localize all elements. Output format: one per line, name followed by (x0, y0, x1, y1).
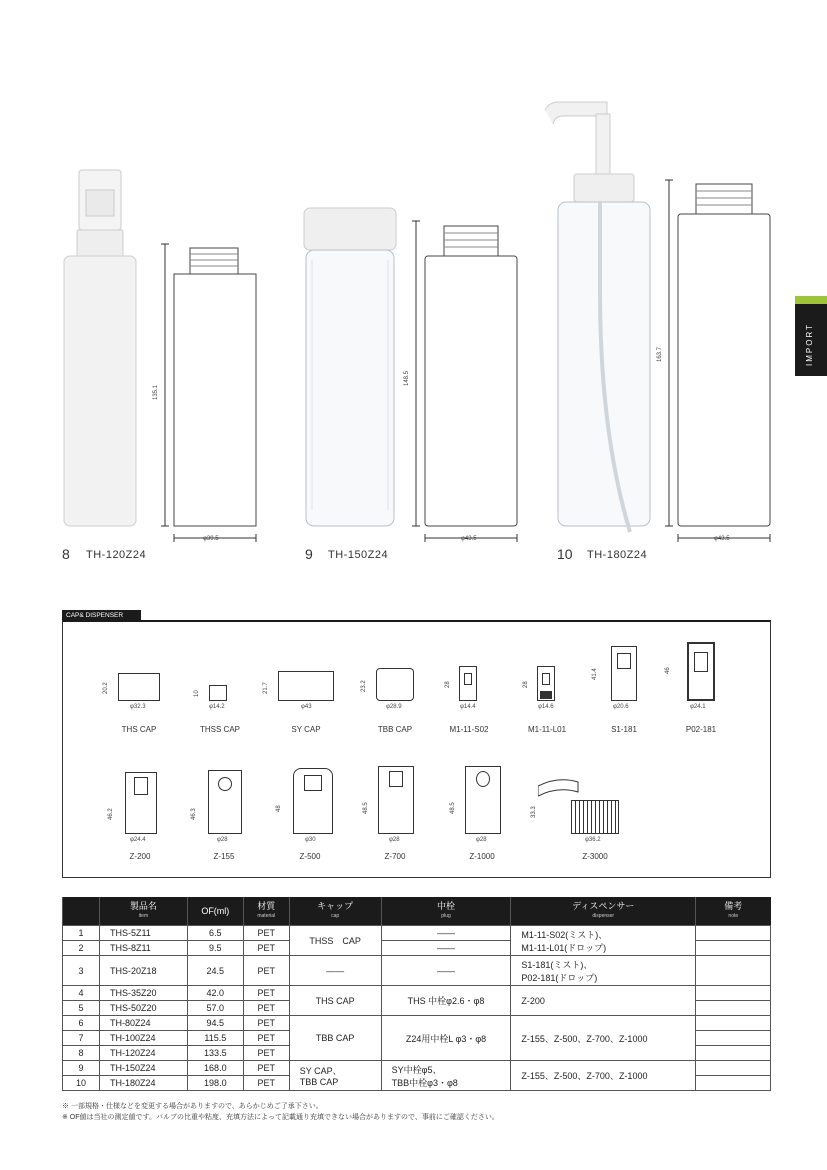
cap-label: P02-181 (685, 725, 717, 734)
spec-table (62, 897, 771, 1091)
z-200-icon (125, 772, 157, 834)
product-number: 8 (62, 546, 70, 562)
product-name: TH-120Z24 (86, 549, 147, 561)
cap-label: M1-11-S02 (449, 725, 489, 734)
product-number: 9 (305, 546, 313, 562)
cap-label: SY CAP (291, 725, 321, 734)
dim-d: φ30 (305, 837, 316, 843)
diameter-label-9: φ43.5 (461, 536, 477, 542)
sy-cap-icon (278, 671, 334, 701)
table-row: 9 TH-150Z24 168.0 PET SY CAP、 TBB CAP SY中栓φ5、 TBB中栓φ3・φ8 Z-155、Z-500、Z-700、Z-1000 (63, 1061, 771, 1076)
col-header-material: 材質 material (243, 897, 289, 926)
m1-11-l01-icon (537, 666, 555, 701)
product-name: TH-150Z24 (328, 549, 389, 561)
table-row: 5 THS-50Z20 57.0 PET (63, 1001, 771, 1016)
dim-h: 10 (194, 690, 200, 697)
table-row: 3 THS-20Z18 24.5 PET —— —— S1-181(ミスト)、 P02-181(ドロップ) (63, 956, 771, 986)
z-700-icon (378, 766, 414, 834)
height-label-10: 163.7 (657, 346, 663, 362)
product-name: TH-180Z24 (587, 549, 648, 561)
table-row: 10 TH-180Z24 198.0 PET (63, 1076, 771, 1091)
cap-label: Z-200 (129, 852, 151, 861)
cap-label: Z-155 (213, 852, 235, 861)
p02-181-icon (687, 642, 715, 701)
footnotes (62, 1101, 499, 1123)
dim-h: 46.2 (108, 808, 114, 820)
diameter-label-10: φ43.5 (714, 536, 730, 542)
dim-d: φ36.2 (585, 837, 601, 843)
spray-bottle-icon (64, 170, 136, 526)
dim-h: 48.5 (363, 802, 369, 814)
pump-bottle-icon (545, 102, 650, 532)
dim-h: 20.2 (103, 682, 109, 694)
col-header-cap: キャップ cap (289, 897, 381, 926)
dim-h: 21.7 (263, 682, 269, 694)
bottle-drawings (0, 90, 827, 560)
dim-h: 48.5 (450, 802, 456, 814)
dim-h: 23.2 (361, 680, 367, 692)
bottle-9-outline (425, 226, 517, 526)
table-header-row (63, 897, 771, 926)
m1-11-s02-icon (459, 666, 477, 701)
dim-d: φ43 (301, 704, 312, 710)
dim-d: φ14.2 (209, 704, 225, 710)
dim-d: φ14.6 (538, 704, 554, 710)
z-500-icon (293, 768, 333, 834)
dim-d: φ32.3 (130, 704, 146, 710)
height-label-9: 148.5 (404, 370, 410, 386)
diameter-label-8: φ39.5 (203, 536, 219, 542)
dim-d: φ24.1 (690, 704, 706, 710)
z-3000-nozzle-icon (538, 774, 598, 804)
cap-label: TBB CAP (377, 725, 413, 734)
cap-label: Z-700 (384, 852, 406, 861)
import-side-tab (795, 296, 827, 376)
cap-label: S1-181 (611, 725, 637, 734)
cap-label: THS CAP (121, 725, 157, 734)
dim-h: 28 (523, 681, 529, 688)
dim-h: 46 (665, 667, 671, 674)
product-number: 10 (557, 546, 573, 562)
bottle-8-outline (174, 248, 256, 526)
table-row: 8 TH-120Z24 133.5 PET (63, 1046, 771, 1061)
bottle-10-outline (678, 184, 770, 526)
height-label-8: 135.1 (153, 384, 159, 400)
footnote: ※ 一部規格・仕様などを変更する場合がありますので、あらかじめご了承下さい。 (62, 1103, 323, 1110)
dim-d: φ28 (476, 837, 487, 843)
dim-d: φ20.6 (613, 704, 629, 710)
dim-h: 33.3 (531, 806, 537, 818)
dim-d: φ28 (389, 837, 400, 843)
tab-accent-strip (795, 296, 827, 304)
cap-dispenser-panel (62, 620, 771, 878)
col-header-item: 製品名 item (99, 897, 187, 926)
dim-h: 46.3 (191, 808, 197, 820)
col-header-note: 備考 note (696, 897, 771, 926)
z-155-icon (208, 770, 242, 834)
table-row: 2 THS-8Z11 9.5 PET —— (63, 941, 771, 956)
col-header-of: OF(ml) (187, 897, 243, 926)
cap-label: M1-11-L01 (527, 725, 567, 734)
ths-cap-icon (118, 673, 160, 701)
cap-label: Z-1000 (469, 852, 495, 861)
cap-label: Z-3000 (582, 852, 608, 861)
thss-cap-icon (209, 685, 227, 701)
dim-h: 28 (445, 681, 451, 688)
table-row: 6 TH-80Z24 94.5 PET TBB CAP Z24用中栓L φ3・φ8 Z-155、Z-500、Z-700、Z-1000 (63, 1016, 771, 1031)
cap-label: THSS CAP (199, 725, 240, 734)
table-row: 7 TH-100Z24 115.5 PET (63, 1031, 771, 1046)
dim-h: 48 (276, 805, 282, 812)
table-row: 4 THS-35Z20 42.0 PET THS CAP THS 中栓φ2.6・φ8 Z-200 (63, 986, 771, 1001)
table-row: 1 THS-5Z11 6.5 PET THSS CAP —— M1-11-S02(ミスト)、 M1-11-L01(ドロップ) (63, 926, 771, 941)
tbb-cap-icon (376, 668, 414, 701)
cap-label: Z-500 (299, 852, 321, 861)
dim-d: φ14.4 (460, 704, 476, 710)
dim-d: φ28 (217, 837, 228, 843)
dim-d: φ24.4 (130, 837, 146, 843)
dim-d: φ28.9 (386, 704, 402, 710)
col-header-dispenser: ディスペンサー dispenser (511, 897, 696, 926)
z-1000-icon (465, 766, 501, 834)
cap-bottle-icon (304, 208, 396, 526)
panel-title: CAP& DISPENSER (62, 610, 141, 621)
footnote: ※ OF値は当社の測定値です。バルブの比重や粘度、充填方法によって記載通り充填できない場合がありますので、事前にご確認ください。 (62, 1114, 499, 1121)
import-label: IMPORT (805, 323, 814, 366)
z-3000-icon (571, 800, 619, 834)
s1-181-icon (611, 646, 637, 701)
col-header-plug: 中栓 plug (381, 897, 511, 926)
col-header-no (63, 897, 100, 926)
dim-h: 41.4 (592, 668, 598, 680)
